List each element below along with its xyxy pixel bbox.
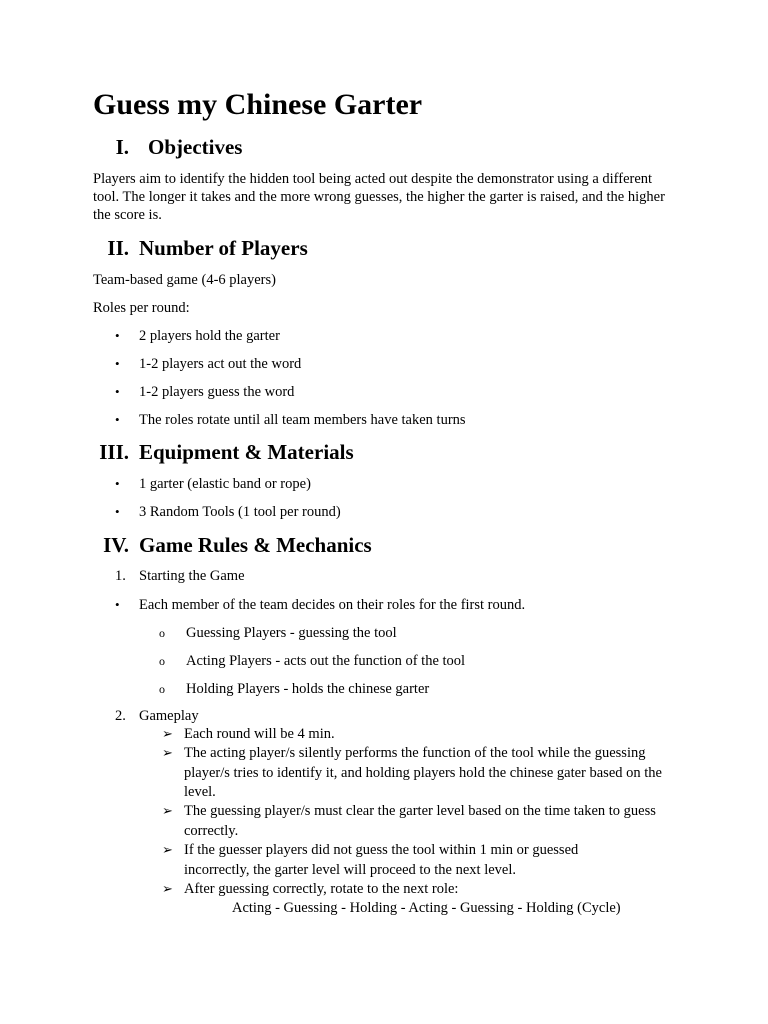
role-item: 2 players hold the garter	[139, 328, 280, 344]
section-title-objectives: Objectives	[148, 135, 243, 159]
circle-bullet-icon: o	[159, 682, 165, 696]
role-item: 1-2 players guess the word	[139, 384, 295, 400]
equipment-item: 3 Random Tools (1 tool per round)	[139, 504, 341, 520]
step-label-gameplay: Gameplay	[139, 708, 199, 724]
arrow-bullet-icon: ➢	[162, 803, 173, 818]
bullet-icon: •	[115, 412, 120, 427]
bullet-icon: •	[115, 504, 120, 519]
role-item: The roles rotate until all team members have taken turns	[139, 412, 466, 428]
role-description: Holding Players - holds the chinese garter	[186, 681, 430, 697]
equipment-item: 1 garter (elastic band or rope)	[139, 476, 311, 492]
gameplay-item: After guessing correctly, rotate to the next role:	[184, 881, 459, 897]
objectives-paragraph: Players aim to identify the hidden tool being acted out despite the demonstrator using a different tool. The longer it takes and the more wrong guesses, the higher the garter is raised, and the higher the score is.	[93, 171, 665, 223]
circle-bullet-icon: o	[159, 654, 165, 668]
step-number: 2.	[115, 708, 126, 724]
section-title-players: Number of Players	[139, 236, 308, 260]
arrow-bullet-icon: ➢	[162, 842, 173, 857]
role-description: Acting Players - acts out the function of the tool	[186, 653, 466, 669]
step-number: 1.	[115, 568, 126, 584]
starting-bullet-text: Each member of the team decides on their roles for the first round.	[139, 597, 526, 613]
gameplay-item: The acting player/s silently performs the function of the tool while the guessing player/s tries to identify it, and holding players hold the chinese gater based on the level.	[184, 745, 662, 800]
section-number: I.	[115, 135, 129, 159]
team-size-text: Team-based game (4-6 players)	[93, 272, 276, 288]
gameplay-item: The guessing player/s must clear the garter level based on the time taken to guess correctly.	[184, 803, 656, 839]
section-title-rules: Game Rules & Mechanics	[139, 533, 372, 557]
bullet-icon: •	[115, 356, 120, 371]
circle-bullet-icon: o	[159, 626, 165, 640]
section-number: IV.	[103, 533, 129, 557]
role-description: Guessing Players - guessing the tool	[186, 625, 397, 641]
role-item: 1-2 players act out the word	[139, 356, 302, 372]
bullet-icon: •	[115, 384, 120, 399]
bullet-icon: •	[115, 597, 120, 612]
bullet-icon: •	[115, 476, 120, 491]
role-cycle-text: Acting - Guessing - Holding - Acting - Guessing - Holding (Cycle)	[232, 900, 621, 916]
gameplay-item: Each round will be 4 min.	[184, 726, 335, 742]
step-label-starting: Starting the Game	[139, 568, 245, 584]
gameplay-item: If the guesser players did not guess the tool within 1 min or guessed incorrectly, the garter level will proceed to the next level.	[184, 842, 579, 878]
bullet-icon: •	[115, 328, 120, 343]
section-number: II.	[107, 236, 129, 260]
roles-label: Roles per round:	[93, 300, 190, 316]
arrow-bullet-icon: ➢	[162, 745, 173, 760]
document-title: Guess my Chinese Garter	[93, 88, 423, 121]
arrow-bullet-icon: ➢	[162, 726, 173, 741]
arrow-bullet-icon: ➢	[162, 881, 173, 896]
section-title-equipment: Equipment & Materials	[139, 440, 354, 464]
section-number: III.	[99, 440, 129, 464]
